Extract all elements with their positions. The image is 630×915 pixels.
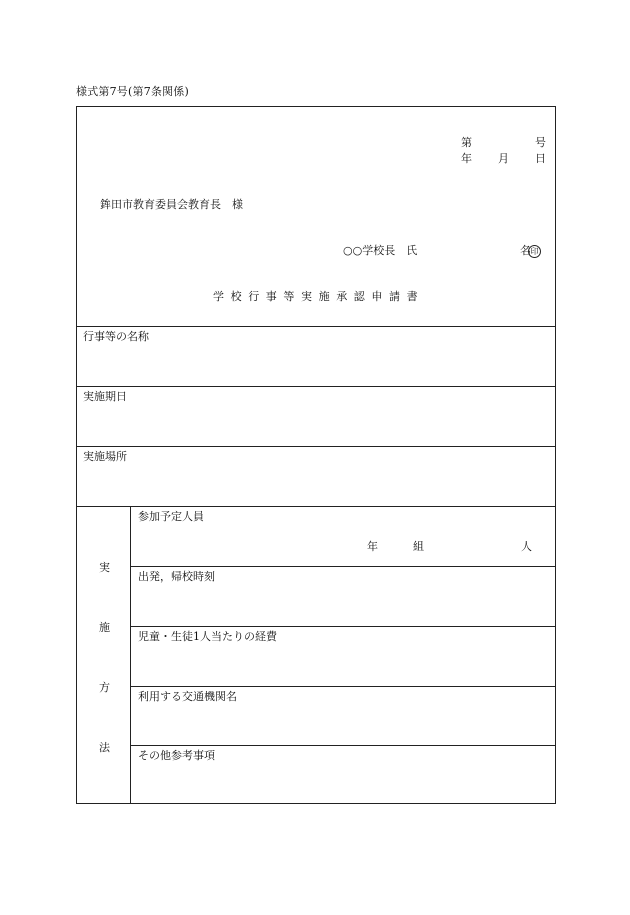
date-day-label: 日 <box>535 152 546 165</box>
application-form <box>76 106 556 804</box>
transport-label: 利用する交通機関名 <box>138 690 237 703</box>
form-number-label: 様式第7号(第7条関係) <box>76 85 189 98</box>
number-prefix: 第 <box>461 136 472 149</box>
participants-year-label: 年 <box>367 540 378 553</box>
event-name-label: 行事等の名称 <box>83 330 149 343</box>
period-label: 実施期日 <box>83 390 127 403</box>
cost-per-student-label: 児童・生徒1人当たりの経費 <box>138 630 277 643</box>
other-notes-label: その他参考事項 <box>138 749 215 762</box>
location-label: 実施場所 <box>83 450 127 463</box>
method-side-char: 実 <box>99 561 110 574</box>
seal-mark: 印 <box>528 245 541 258</box>
divider <box>130 626 555 627</box>
participants-people-label: 人 <box>521 540 532 553</box>
divider <box>77 326 555 327</box>
applicant-name-field <box>520 242 541 258</box>
divider <box>130 686 555 687</box>
method-side-char: 方 <box>99 681 110 694</box>
number-suffix: 号 <box>535 136 546 149</box>
divider <box>130 566 555 567</box>
applicant-name-label: 名 <box>520 244 531 257</box>
divider <box>77 386 555 387</box>
method-side-char: 施 <box>99 621 110 634</box>
divider <box>77 446 555 447</box>
participants-class-label: 組 <box>413 540 424 553</box>
method-column-divider <box>130 506 131 804</box>
date-month-label: 月 <box>498 152 509 165</box>
document-title: 学校行事等実施承認申請書 <box>213 290 425 303</box>
participants-label: 参加予定人員 <box>138 510 204 523</box>
date-year-label: 年 <box>461 152 472 165</box>
departure-return-label: 出発，帰校時刻 <box>138 570 215 583</box>
divider <box>77 506 555 507</box>
applicant-school: ○○学校長 氏 <box>343 244 418 257</box>
divider <box>130 745 555 746</box>
addressee: 鉾田市教育委員会教育長 様 <box>100 198 243 211</box>
method-side-char: 法 <box>99 741 110 754</box>
